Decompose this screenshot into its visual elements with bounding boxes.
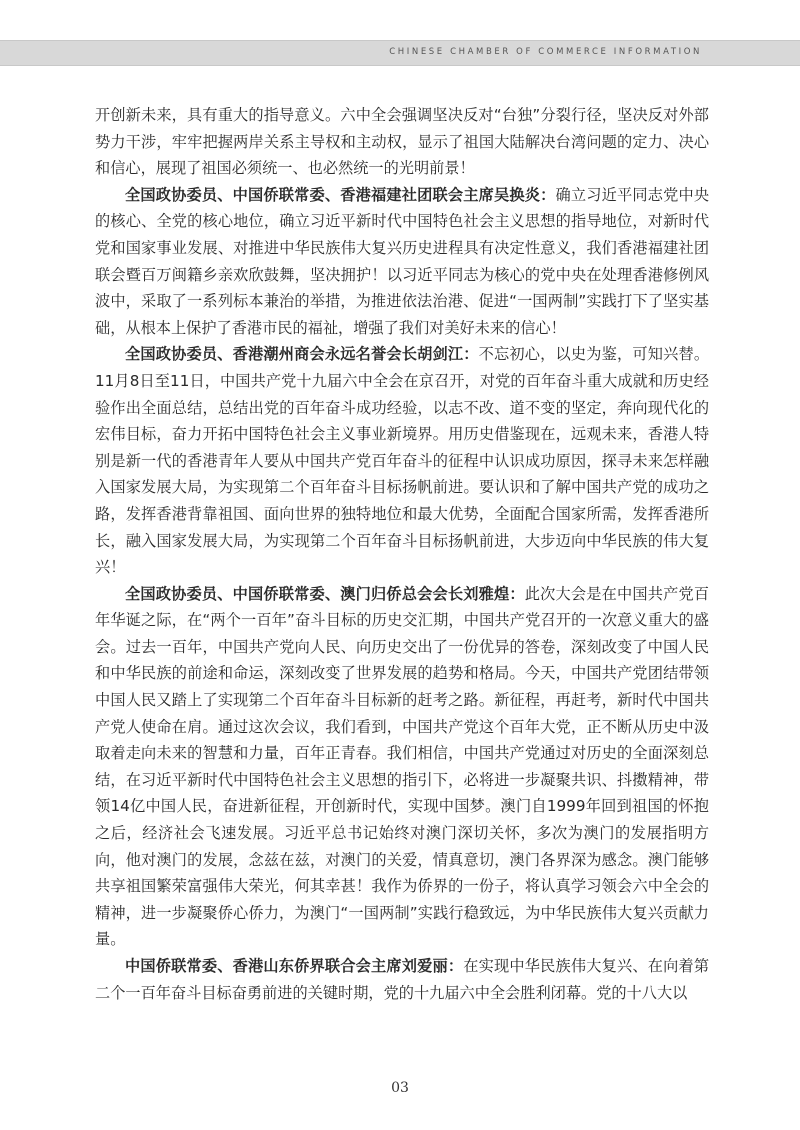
statement-hu-jianjiang [95,341,709,580]
speaker-name: 全国政协委员、中国侨联常委、澳门归侨总会会长刘雅煌： [125,584,525,603]
paragraph-continuation [95,102,709,182]
statement-liu-yahuang [95,581,709,953]
statement-text: 此次大会是在中国共产党百年华诞之际，在“两个一百年”奋斗目标的历史交汇期，中国共产党召开的一次意义重大的盛会。过去一百年，中国共产党向人民、向历史交出了一份优异的答卷，深刻改变了中国人民和中华民族的前途和命运，深刻改变了世界发展的趋势和格局。今天，中国共产党团结带领中国人民又踏上了实现第二个百年奋斗目标新的赶考之路。新征程，再赶考，新时代中国共产党人使命在肩。通过这次会议，我们看到，中国共产党这个百年大党，正不断从历史中汲取着走向未来的智慧和力量，百年正青春。我们相信，中国共产党通过对历史的全面深刻总结，在习近平新时代中国特色社会主义思想的指引下，必将进一步凝聚共识、抖擞精神，带领14亿中国人民，奋进新征程，开创新时代，实现中国梦。澳门自1999年回到祖国的怀抱之后，经济社会飞速发展。习近平总书记始终对澳门深切关怀，多次为澳门的发展指明方向，他对澳门的发展，念兹在兹，对澳门的关爱，情真意切，澳门各界深为感念。澳门能够共享祖国繁荣富强伟大荣光，何其幸甚！我作为侨界的一份子，将认真学习领会六中全会的精神，进一步凝聚侨心侨力，为澳门“一国两制”实践行稳致远，为中华民族伟大复兴贡献力量。 [95,584,710,949]
statement-liu-aili [95,953,709,1006]
page-number: 03 [391,1080,409,1096]
statement-text: 不忘初心，以史为鉴，可知兴替。11月8日至11日，中国共产党十九届六中全会在京召开，对党的百年奋斗重大成就和历史经验作出全面总结，总结出党的百年奋斗成功经验，以志不改、道不变的坚定，奔向现代化的宏伟目标，奋力开拓中国特色社会主义事业新境界。用历史借鉴现在，远观未来，香港人特别是新一代的香港青年人要从中国共产党百年奋斗的征程中认识成功原因，探寻未来怎样融入国家发展大局，为实现第二个百年奋斗目标扬帆前进。要认识和了解中国共产党的成功之路，发挥香港背靠祖国、面向世界的独特地位和最大优势，全面配合国家所需，发挥香港所长，融入国家发展大局，为实现第二个百年奋斗目标扬帆前进，大步迈向中华民族的伟大复兴！ [95,345,710,577]
running-header [0,40,800,66]
publication-name: CHINESE CHAMBER OF COMMERCE INFORMATION [389,47,702,57]
article-body [95,102,709,1006]
statement-text: 确立习近平同志党中央的核心、全党的核心地位，确立习近平新时代中国特色社会主义思想的指导地位，对新时代党和国家事业发展、对推进中华民族伟大复兴历史进程具有决定性意义，我们香港福建社团联会暨百万闽籍乡亲欢欣鼓舞，坚决拥护！以习近平同志为核心的党中央在处理香港修例风波中，采取了一系列标本兼治的举措，为推进依法治港、促进“一国两制”实践打下了坚实基础，从根本上保护了香港市民的福祉，增强了我们对美好未来的信心！ [95,185,710,337]
statement-wu-huanyan [95,182,709,342]
statement-text: 在实现中华民族伟大复兴、在向着第二个一百年奋斗目标奋勇前进的关键时期，党的十九届六中全会胜利闭幕。党的十八大以 [95,957,710,1002]
paragraph-text: 开创新未来，具有重大的指导意义。六中全会强调坚决反对“台独”分裂行径，坚决反对外部势力干涉，牢牢把握两岸关系主导权和主动权，显示了祖国大陆解决台湾问题的定力、决心和信心，展现了祖国必须统一、也必然统一的光明前景！ [95,106,709,178]
speaker-name: 全国政协委员、中国侨联常委、香港福建社团联会主席吴换炎： [125,185,556,204]
speaker-name: 全国政协委员、香港潮州商会永远名誉会长胡剑江： [125,345,479,364]
speaker-name: 中国侨联常委、香港山东侨界联合会主席刘爱丽： [125,957,464,975]
